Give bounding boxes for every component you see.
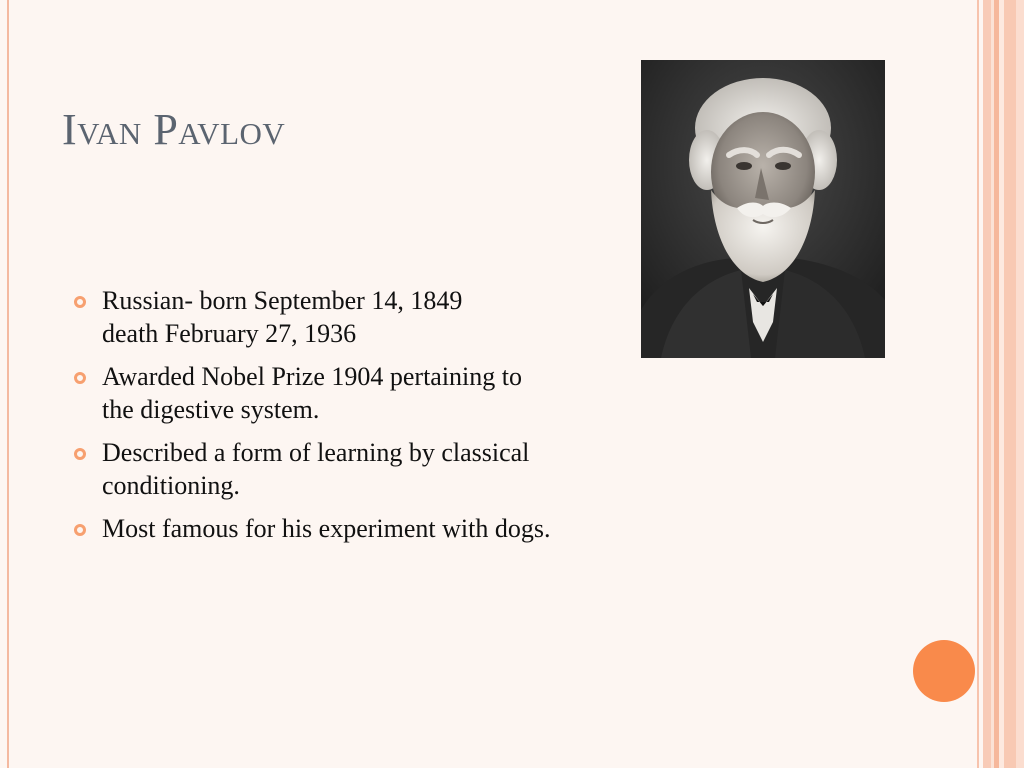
decorative-stripe [1016, 0, 1024, 768]
bullet-circle-icon [74, 448, 86, 460]
bullet-text [102, 436, 732, 502]
list-item [72, 284, 732, 350]
bullet-line: Awarded Nobel Prize 1904 pertaining to [102, 362, 522, 391]
decorative-stripe [977, 0, 979, 768]
bullet-text [102, 512, 732, 545]
slide-title: Ivan Pavlov [62, 105, 286, 154]
bullet-line: death February 27, 1936 [102, 319, 357, 348]
left-frame-line [7, 0, 9, 768]
bullet-circle-icon [74, 524, 86, 536]
list-item [72, 436, 732, 502]
bullet-circle-icon [74, 372, 86, 384]
bullet-circle-icon [74, 296, 86, 308]
bullet-line: Described a form of learning by classical [102, 438, 530, 467]
bullet-text [102, 360, 732, 426]
decorative-stripe [1004, 0, 1016, 768]
list-item [72, 360, 732, 426]
bullet-line: Russian- born September 14, 1849 [102, 286, 463, 315]
bullet-line: conditioning. [102, 471, 240, 500]
bullet-text [102, 284, 732, 350]
bullet-line: Most famous for his experiment with dogs. [102, 514, 551, 543]
bullet-line: the digestive system. [102, 395, 320, 424]
decorative-stripe [983, 0, 991, 768]
accent-circle [913, 640, 975, 702]
list-item [72, 512, 732, 545]
bullet-list [72, 284, 732, 555]
